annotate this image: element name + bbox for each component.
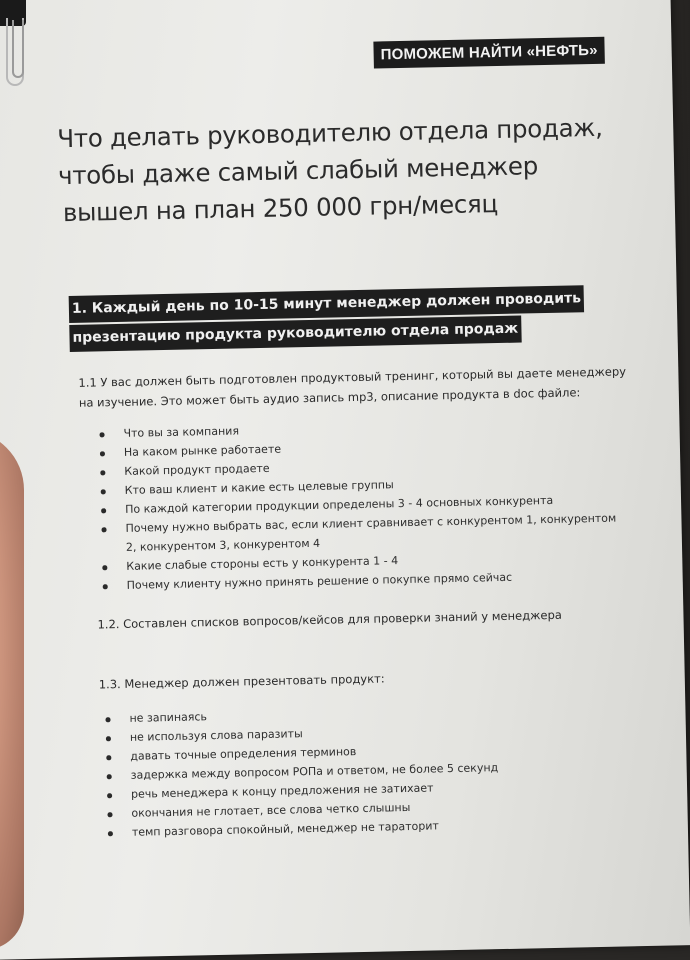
section-heading	[69, 285, 585, 354]
paragraph-line: 1.1 У вас должен быть подготовлен продуктовый тренинг, который вы даете менеджеру	[78, 364, 627, 390]
list-item: Какой продукт продаете	[98, 452, 598, 481]
paragraph-line: на изучение. Это может быть аудио запись mp3, описание продукта в doc файле:	[78, 385, 581, 410]
bullet-list-product	[97, 414, 617, 595]
document-title	[57, 108, 619, 231]
paragraph-1-3: 1.3. Менеджер должен презентовать продукт:	[98, 671, 385, 692]
list-item-text: Почему нужно выбрать вас, если клиент сравнивает с конкурентом 1, конкурентом	[125, 511, 617, 535]
binder-clip-icon	[0, 0, 34, 90]
list-item: По каждой категории продукции определены 3 - 4 основных конкурента	[99, 490, 599, 519]
list-item: Кто ваш клиент и какие есть целевые группы	[99, 471, 599, 500]
list-item: не запинаясь	[103, 699, 603, 728]
list-item: Почему клиенту нужно принять решение о покупке прямо сейчас	[101, 566, 601, 595]
list-item: Какие слабые стороны есть у конкурента 1 - 4	[100, 547, 600, 576]
bullet-list-presentation	[103, 699, 606, 842]
list-item: Что вы за компания	[97, 414, 597, 443]
title-line: чтобы даже самый слабый менеджер	[57, 151, 539, 191]
list-item: На каком рынке работаете	[98, 433, 598, 462]
paragraph-1-2: 1.2. Составлен списков вопросов/кейсов для проверки знаний у менеджера	[97, 607, 563, 632]
thumb-holding-sheet	[0, 430, 24, 950]
section-heading-line: презентацию продукта руководителю отдела продаж	[69, 316, 521, 352]
title-line: вышел на план 250 000 грн/месяц	[62, 188, 499, 228]
title-line: Что делать руководителю отдела продаж,	[57, 112, 603, 154]
list-item: задержка между вопросом РОПа и ответом, не более 5 секунд	[104, 756, 604, 785]
list-item: окончания не глотает, все слова четко слышны	[105, 794, 605, 823]
list-item: не используя слова паразиты	[104, 718, 604, 747]
list-item: давать точные определения терминов	[104, 737, 604, 766]
section-heading-line: 1. Каждый день по 10-15 минут менеджер должен проводить	[69, 285, 585, 323]
paragraph-1-1	[78, 362, 627, 413]
list-item: темп разговора спокойный, менеджер не тараторит	[106, 813, 606, 842]
list-item: речь менеджера к концу предложения не затихает	[105, 775, 605, 804]
brand-badge: ПОМОЖЕМ НАЙТИ «НЕФТЬ»	[373, 37, 605, 69]
list-item-continuation: 2, конкурентом 3, конкурентом 4	[125, 536, 321, 554]
